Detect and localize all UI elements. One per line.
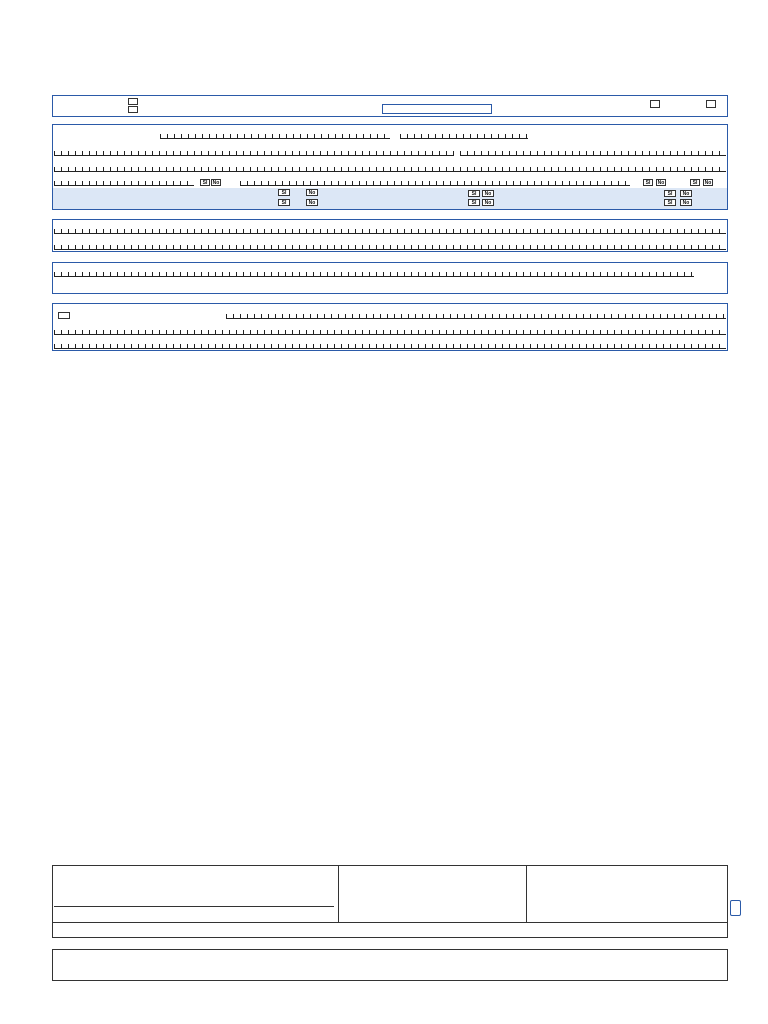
observaciones-box[interactable]	[52, 922, 728, 938]
s1-email-field[interactable]	[240, 181, 630, 186]
s1-nacimiento-field[interactable]	[460, 151, 726, 156]
s1-expedicion-field[interactable]	[400, 134, 528, 139]
reactivacion-si-checkbox[interactable]	[650, 100, 660, 108]
s1-discap-no[interactable]: No	[704, 180, 712, 186]
s1-direccion-field[interactable]	[54, 167, 726, 172]
s1-supera6-si[interactable]: SI	[278, 199, 290, 206]
firma-box	[52, 865, 728, 923]
s1-labora-otra-no[interactable]: No	[482, 199, 494, 206]
s1-uso-bar	[53, 188, 727, 209]
s1-labora96-si[interactable]: SI	[468, 190, 480, 197]
s1-email-no[interactable]: No	[657, 180, 665, 186]
s1-supera6-no[interactable]: No	[306, 199, 318, 206]
section3-box	[52, 262, 728, 294]
s1-afiliado-no[interactable]: No	[306, 189, 318, 196]
s1-dueno-no[interactable]: No	[680, 199, 692, 206]
s4-row1-field[interactable]	[226, 314, 726, 319]
vigilado-badge	[728, 900, 742, 1010]
supersubsidio-icon	[730, 900, 741, 916]
s1-supera4-no[interactable]: No	[680, 190, 692, 197]
radicacion-field[interactable]	[382, 104, 492, 114]
reactivacion-no-checkbox[interactable]	[706, 100, 716, 108]
sello-divider	[526, 865, 527, 923]
s1-nombres-field[interactable]	[54, 151, 454, 156]
s4-row2-field[interactable]	[54, 330, 726, 335]
firma-divider	[338, 865, 339, 923]
s1-dueno-si[interactable]: SI	[664, 199, 676, 206]
s1-labora96-no[interactable]: No	[482, 190, 494, 197]
s1-email-si[interactable]: SI	[643, 179, 653, 186]
s1-numero-field[interactable]	[160, 134, 390, 139]
s1-autoriza-no[interactable]: No	[212, 180, 220, 186]
s1-afiliado-si[interactable]: SI	[278, 189, 290, 196]
s2-row1-field[interactable]	[54, 229, 726, 234]
s1-labora-otra-si[interactable]: SI	[468, 199, 480, 206]
s4-adicion-checkbox[interactable]	[58, 312, 70, 319]
docs-box	[52, 949, 728, 981]
firma-line	[54, 906, 334, 907]
afiliacion-checkbox[interactable]	[128, 98, 138, 105]
s1-autoriza-si[interactable]: SI	[200, 179, 210, 186]
s1-celular-field[interactable]	[54, 181, 194, 186]
comfasucre-logo	[572, 22, 732, 86]
s3-row1-field[interactable]	[54, 272, 694, 277]
s4-row3-field[interactable]	[54, 344, 726, 349]
s1-supera4-si[interactable]: SI	[664, 190, 676, 197]
adicion-checkbox[interactable]	[128, 106, 138, 113]
s2-row2-field[interactable]	[54, 245, 726, 250]
s1-discap-si[interactable]: SI	[690, 179, 700, 186]
